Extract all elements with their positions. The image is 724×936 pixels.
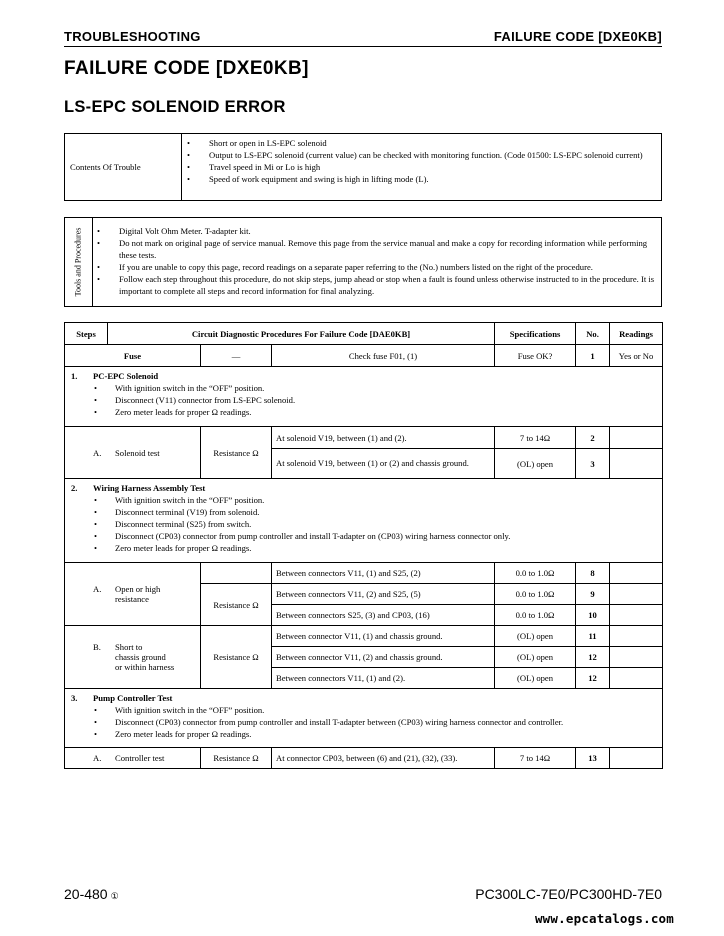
table-row: [65, 563, 663, 584]
test-type: Resistance Ω: [201, 748, 272, 769]
no-cell: 12: [576, 647, 610, 668]
section-number: 1.: [71, 371, 78, 381]
section-2: [65, 479, 663, 563]
list-item: • Zero meter leads for proper Ω readings.: [65, 406, 662, 418]
spec-cell: 7 to 14Ω: [495, 748, 576, 769]
model-number: PC300LC-7E0/PC300HD-7E0: [475, 886, 662, 902]
list-item: • If you are unable to copy this page, record readings on a separate paper referring to the (No.) numbers listed on the right of the procedure.: [93, 261, 655, 273]
procedure-cell: Between connector V11, (1) and chassis ground.: [272, 626, 495, 647]
section-steps: [65, 382, 662, 418]
trouble-contents-box: [64, 133, 662, 201]
section-row: [65, 479, 663, 563]
reading-cell: [610, 563, 663, 584]
test-letter: A.: [93, 447, 102, 458]
procedure-cell: At connector CP03, between (6) and (21), (32), (33).: [272, 748, 495, 769]
section-title: [65, 367, 662, 382]
fuse-procedure: Check fuse F01, (1): [272, 345, 495, 367]
page-title: FAILURE CODE [DXE0KB]: [64, 58, 309, 79]
no-cell: 2: [576, 427, 610, 449]
list-item: • With ignition switch in the “OFF” position.: [65, 494, 662, 506]
section-3: [65, 689, 663, 748]
procedure-cell: At solenoid V19, between (1) and (2).: [272, 427, 495, 449]
spec-cell: 0.0 to 1.0Ω: [495, 605, 576, 626]
fuse-no: 1: [576, 345, 610, 367]
test-letter: A.: [93, 753, 102, 763]
list-item: • Short or open in LS-EPC solenoid: [183, 137, 657, 149]
test-label-cell: [65, 626, 201, 689]
page-header: [64, 29, 662, 47]
section-steps: [65, 704, 662, 740]
page-number-text: 20-480: [64, 886, 108, 902]
table-row: [65, 748, 663, 769]
no-cell: 13: [576, 748, 610, 769]
test-type: Resistance Ω: [201, 427, 272, 479]
spec-cell: (OL) open: [495, 668, 576, 689]
spec-cell: (OL) open: [495, 647, 576, 668]
list-item: • Zero meter leads for proper Ω readings.: [65, 542, 662, 554]
watermark-link[interactable]: www.epcatalogs.com: [534, 911, 674, 926]
page-number: [64, 886, 119, 902]
section-heading: TROUBLESHOOTING: [64, 29, 201, 44]
list-item: • With ignition switch in the “OFF” position.: [65, 382, 662, 394]
test-letter: B.: [93, 642, 101, 652]
list-item: • Travel speed in Mi or Lo is high: [183, 161, 657, 173]
list-item: • Disconnect terminal (S25) from switch.: [65, 518, 662, 530]
test-label-cell: [65, 427, 201, 479]
table-header-row: [65, 323, 663, 345]
reading-cell: [610, 647, 663, 668]
reading-cell: [610, 584, 663, 605]
procedure-cell: Between connectors V11, (1) and (2).: [272, 668, 495, 689]
list-item: • Disconnect terminal (V19) from solenoid.: [65, 506, 662, 518]
section-row: [65, 689, 663, 748]
reading-cell: [610, 605, 663, 626]
section-1: [65, 367, 663, 427]
section-number: 3.: [71, 693, 78, 703]
procedure-cell: Between connector V11, (2) and chassis ground.: [272, 647, 495, 668]
no-cell: 11: [576, 626, 610, 647]
tools-label-cell: [65, 218, 93, 306]
fuse-type: —: [201, 345, 272, 367]
test-label-cell: [65, 563, 201, 626]
section-number: 2.: [71, 483, 78, 493]
spec-cell: 0.0 to 1.0Ω: [495, 584, 576, 605]
spec-cell: 0.0 to 1.0Ω: [495, 563, 576, 584]
list-item: • Disconnect (CP03) connector from pump controller and install T-adapter between (CP03) wiring harness connector and controller.: [65, 716, 662, 728]
test-label: Short to: [115, 642, 143, 652]
list-item: • Zero meter leads for proper Ω readings.: [65, 728, 662, 740]
list-item: • Disconnect (CP03) connector from pump controller and install T-adapter on (CP03) wiring harness connector only.: [65, 530, 662, 542]
page-subtitle: LS-EPC SOLENOID ERROR: [64, 98, 286, 116]
header-specs: Specifications: [495, 323, 576, 345]
reading-cell: [610, 449, 663, 479]
list-item: • Digital Volt Ohm Meter. T-adapter kit.: [93, 225, 655, 237]
spec-cell: 7 to 14Ω: [495, 427, 576, 449]
procedure-cell: Between connectors S25, (3) and CP03, (16): [272, 605, 495, 626]
table-row: [65, 427, 663, 449]
procedure-cell: Between connectors V11, (2) and S25, (5): [272, 584, 495, 605]
table-row: [65, 626, 663, 647]
trouble-label: Contents Of Trouble: [65, 134, 182, 200]
section-row: [65, 367, 663, 427]
reading-cell: [610, 748, 663, 769]
fuse-step: Fuse: [65, 345, 201, 367]
no-cell: 9: [576, 584, 610, 605]
revision-mark: ①: [110, 891, 119, 901]
trouble-list: [183, 137, 657, 185]
procedure-cell: At solenoid V19, between (1) or (2) and chassis ground.: [272, 449, 495, 479]
list-item: • With ignition switch in the “OFF” position.: [65, 704, 662, 716]
list-item: • Speed of work equipment and swing is high in lifting mode (L).: [183, 173, 657, 185]
test-label: chassis ground: [115, 652, 166, 662]
section-steps: [65, 494, 662, 554]
header-procedures: Circuit Diagnostic Procedures For Failure Code [DAE0KB]: [108, 323, 495, 345]
table-row: [65, 345, 663, 367]
fuse-spec: Fuse OK?: [495, 345, 576, 367]
test-label: resistance: [115, 594, 149, 604]
test-label: Solenoid test: [115, 447, 160, 458]
test-type-empty: [201, 563, 272, 584]
test-letter: A.: [93, 584, 102, 594]
no-cell: 3: [576, 449, 610, 479]
list-item: • Disconnect (V11) connector from LS-EPC solenoid.: [65, 394, 662, 406]
tools-list: [93, 225, 655, 297]
tools-procedures-box: [64, 217, 662, 307]
section-name: PC-EPC Solenoid: [93, 371, 159, 381]
list-item: • Output to LS-EPC solenoid (current value) can be checked with monitoring function. (Code 01500: LS-EPC solenoid current): [183, 149, 657, 161]
diagnostic-table: [64, 322, 663, 769]
reading-cell: [610, 427, 663, 449]
procedure-cell: Between connectors V11, (1) and S25, (2): [272, 563, 495, 584]
no-cell: 8: [576, 563, 610, 584]
test-type: Resistance Ω: [201, 626, 272, 689]
test-type: Resistance Ω: [201, 584, 272, 626]
section-title: [65, 479, 662, 494]
section-name: Wiring Harness Assembly Test: [93, 483, 206, 493]
header-no: No.: [576, 323, 610, 345]
fuse-reading: Yes or No: [610, 345, 663, 367]
spec-cell: (OL) open: [495, 626, 576, 647]
section-title: [65, 689, 662, 704]
test-label: or within harness: [115, 662, 175, 672]
test-label-cell: [65, 748, 201, 769]
header-readings: Readings: [610, 323, 663, 345]
list-item: • Do not mark on original page of service manual. Remove this page from the service manual and make a copy for recording information while performing these tests.: [93, 237, 655, 261]
header-steps: Steps: [65, 323, 108, 345]
section-name: Pump Controller Test: [93, 693, 173, 703]
test-label: Controller test: [115, 753, 165, 763]
header-failure-code: FAILURE CODE [DXE0KB]: [493, 29, 662, 44]
reading-cell: [610, 626, 663, 647]
tools-label: Tools and Procedures: [73, 227, 83, 297]
no-cell: 10: [576, 605, 610, 626]
spec-cell: (OL) open: [495, 449, 576, 479]
list-item: • Follow each step throughout this procedure, do not skip steps, jump ahead or stop when a fault is found unless otherwise instructed to in the procedure. It is important to complete all steps and record information for final analyzing.: [93, 273, 655, 297]
reading-cell: [610, 668, 663, 689]
no-cell: 12: [576, 668, 610, 689]
test-label: Open or high: [115, 584, 161, 594]
